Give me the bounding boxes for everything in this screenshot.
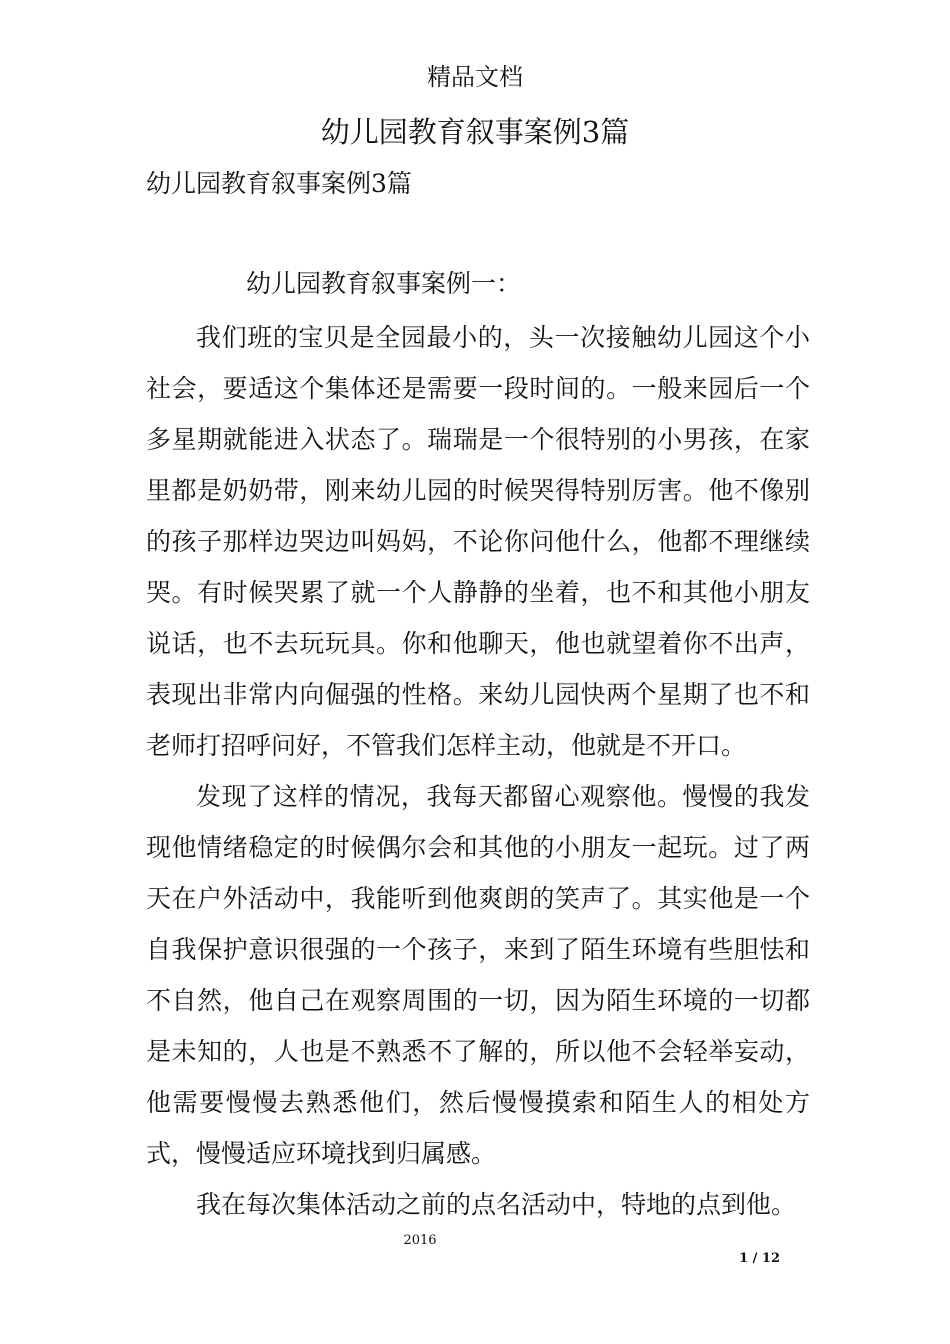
page-header: 精品文档 [427,63,523,91]
document-title: 幼儿园教育叙事案例3篇 [320,115,630,149]
paragraph-3: 我在每次集体活动之前的点名活动中，特地的点到他。 [196,1190,797,1219]
page-number: 1 / 12 [739,1251,780,1266]
document-subtitle: 幼儿园教育叙事案例3篇 [146,169,412,198]
paragraph-2: 发现了这样的情况，我每天都留心观察他。慢慢的我发现他情绪稳定的时候偶尔会和其他的小朋友一起玩。过了两天在户外活动中，我能听到他爽朗的笑声了。其实他是一个自我保护意识很强的一个孩子，来到了陌生环境有些胆怯和不自然，他自己在观察周围的一切，因为陌生环境的一切都是未知的，人也是不熟悉不了解的，所以他不会轻举妄动，他需要慢慢去熟悉他们，然后慢慢摸索和陌生人的相处方式，慢慢适应环境找到归属感。 [146,782,810,1168]
section-heading: 幼儿园教育叙事案例一： [246,269,522,298]
footer-year: 2016 [403,1233,437,1248]
paragraph-1: 我们班的宝贝是全园最小的，头一次接触幼儿园这个小社会，要适这个集体还是需要一段时间的。一般来园后一个多星期就能进入状态了。瑞瑞是一个很特别的小男孩，在家里都是奶奶带，刚来幼儿园的时候哭得特别厉害。他不像别的孩子那样边哭边叫妈妈，不论你问他什么，他都不理继续哭。有时候哭累了就一个人静静的坐着，也不和其他小朋友说话，也不去玩玩具。你和他聊天，他也就望着你不出声，表现出非常内向倔强的性格。来幼儿园快两个星期了也不和老师打招呼问好，不管我们怎样主动，他就是不开口。 [146,323,810,760]
document-body [146,264,810,1230]
